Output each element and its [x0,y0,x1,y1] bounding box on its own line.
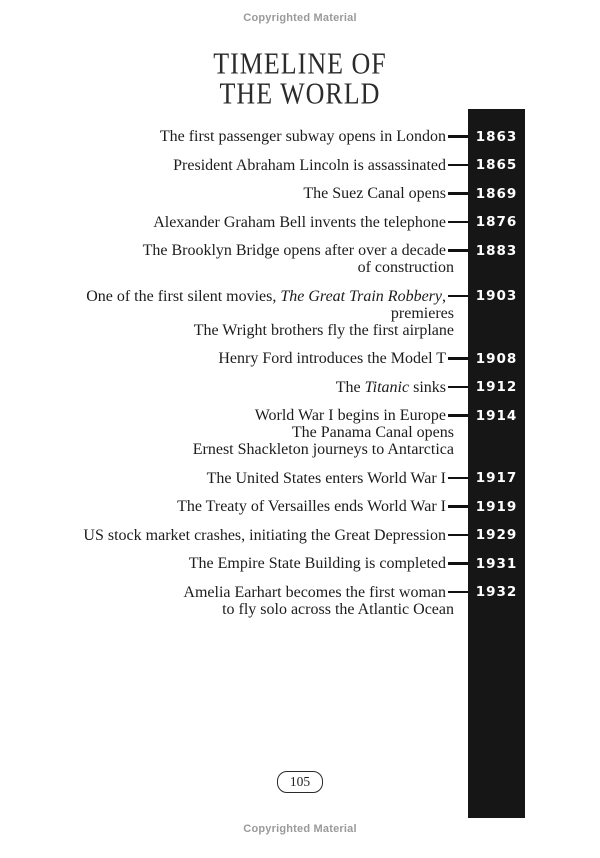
connector-line [448,591,468,593]
timeline-entry-line [30,350,525,367]
event-text: One of the first silent movies, The Great Train Robbery, [86,287,446,305]
event-text: President Abraham Lincoln is assassinated [173,156,446,174]
timeline-entry-line [30,322,525,339]
timeline-entry [30,470,525,487]
year-label: 1863 [475,128,518,145]
year-label: 1914 [475,407,518,424]
timeline-entry [30,185,525,202]
connector-line [448,414,468,416]
connector-line [448,534,468,536]
timeline-entry [30,527,525,544]
timeline-entry [30,350,525,367]
year-label: 1931 [475,555,518,572]
event-text: to fly solo across the Atlantic Ocean [222,600,454,618]
timeline-entry-line [30,441,525,458]
timeline-entry [30,379,525,396]
timeline-entry-line [30,379,525,396]
timeline-entry-line [30,214,525,231]
page-number-badge [277,771,323,793]
connector-line [448,164,468,166]
timeline-entry-line [30,470,525,487]
timeline-entries [30,128,525,629]
year-label: 1929 [475,527,518,543]
event-text: Henry Ford introduces the Model T [218,350,446,367]
event-text: World War I begins in Europe [254,407,446,424]
event-text: US stock market crashes, initiating the Great Depression [83,526,446,544]
timeline-entry-line [30,424,525,441]
event-text: Alexander Graham Bell invents the telephone [153,213,446,231]
timeline-entry-line [30,407,525,424]
connector-line [448,386,468,388]
page-number: 105 [289,774,311,789]
event-text: Ernest Shackleton journeys to Antarctica [192,441,454,458]
year-label: 1883 [475,242,518,259]
year-label: 1908 [475,350,518,367]
event-text: The Suez Canal opens [303,185,446,202]
copyright-notice-bottom: Copyrighted Material [243,823,357,835]
connector-line [448,357,468,359]
page-title-line-2: THE WORLD [219,76,381,111]
event-text: The United States enters World War I [206,469,446,487]
timeline-entry-line [30,555,525,572]
timeline-entry-line [30,601,525,618]
timeline-entry [30,584,525,618]
year-label: 1932 [475,584,518,600]
timeline-entry [30,242,525,276]
year-label: 1903 [475,288,518,304]
year-label: 1917 [475,470,518,486]
timeline-entry-line [30,305,525,322]
copyright-notice-top: Copyrighted Material [243,12,357,24]
timeline-entry [30,407,525,458]
event-text: of construction [357,259,454,276]
event-text: The first passenger subway opens in London [159,128,446,145]
timeline-entry [30,288,525,339]
connector-line [448,135,468,137]
event-text: The Titanic sinks [335,378,446,396]
connector-line [448,221,468,223]
year-label: 1876 [475,214,518,230]
event-text: The Empire State Building is completed [188,555,446,572]
timeline-entry-line [30,527,525,544]
timeline-entry [30,128,525,145]
connector-line [448,505,468,507]
connector-line [448,477,468,479]
connector-line [448,562,468,564]
event-text: The Wright brothers fly the first airplane [193,321,454,339]
timeline-entry-line [30,288,525,305]
timeline-entry-line [30,128,525,145]
timeline-entry-line [30,584,525,601]
timeline-entry [30,157,525,174]
timeline-entry [30,555,525,572]
event-text: Amelia Earhart becomes the first woman [183,583,446,601]
timeline-entry-line [30,157,525,174]
timeline-entry-line [30,185,525,202]
page-title-line-1: TIMELINE OF [213,46,387,81]
connector-line [448,249,468,251]
page-title [0,46,600,111]
timeline-entry [30,498,525,515]
timeline-entry-line [30,242,525,259]
event-text: The Panama Canal opens [291,424,454,441]
timeline-entry-line [30,259,525,276]
connector-line [448,295,468,297]
connector-line [448,192,468,194]
year-label: 1912 [475,379,518,395]
event-text: premieres [390,304,454,322]
year-label: 1869 [475,185,518,202]
year-label: 1919 [475,498,518,515]
timeline-entry-line [30,498,525,515]
event-text: The Brooklyn Bridge opens after over a decade [142,242,446,259]
year-label: 1865 [475,157,518,173]
event-text: The Treaty of Versailles ends World War I [177,498,446,515]
timeline-entry [30,214,525,231]
